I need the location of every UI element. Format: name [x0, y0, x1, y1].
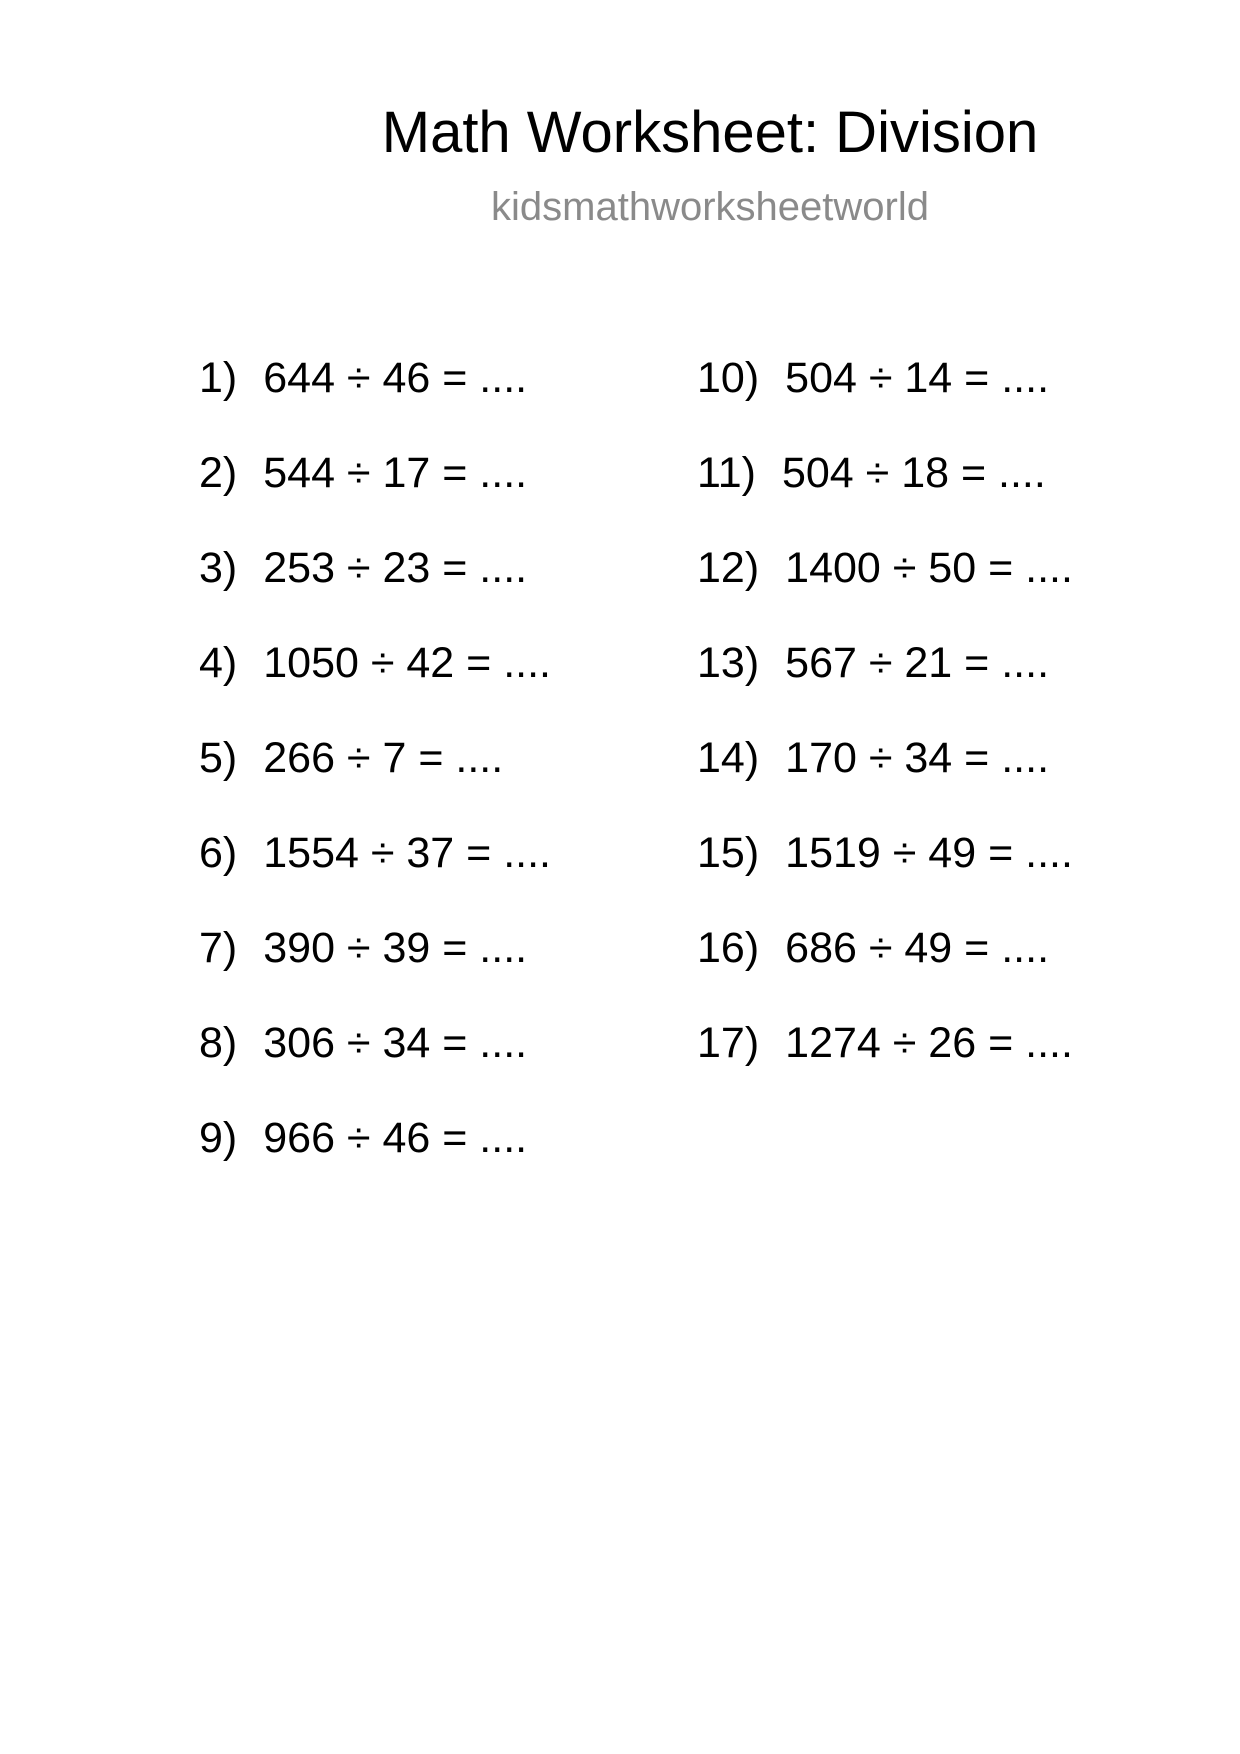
- page-subtitle: kidsmathworksheetworld: [491, 185, 929, 229]
- problem-item: [697, 447, 1073, 542]
- problem-expression: 170 ÷ 34 = ....: [785, 734, 1050, 782]
- problem-number: 7): [199, 924, 238, 972]
- problem-number: 14): [697, 734, 760, 782]
- problem-expression: 504 ÷ 18 = ....: [781, 449, 1046, 497]
- problem-number: 1): [199, 354, 238, 402]
- problem-item: [199, 447, 551, 542]
- problem-item: [199, 922, 551, 1017]
- problem-expression: 1274 ÷ 26 = ....: [785, 1019, 1073, 1067]
- problem-number: 11): [697, 449, 756, 497]
- problem-item: [697, 637, 1073, 732]
- problem-item: [697, 1017, 1073, 1112]
- problem-expression: 504 ÷ 14 = ....: [785, 354, 1050, 402]
- problem-expression: 567 ÷ 21 = ....: [785, 639, 1050, 687]
- problem-expression: 966 ÷ 46 = ....: [263, 1114, 528, 1162]
- problem-expression: 644 ÷ 46 = ....: [263, 354, 528, 402]
- problem-number: 16): [697, 924, 760, 972]
- problem-item: [697, 352, 1073, 447]
- problem-number: 17): [697, 1019, 760, 1067]
- problem-expression: 266 ÷ 7 = ....: [263, 734, 504, 782]
- problems-left-column: [199, 352, 551, 1207]
- problem-expression: 253 ÷ 23 = ....: [263, 544, 528, 592]
- problem-number: 6): [199, 829, 238, 877]
- problem-number: 13): [697, 639, 760, 687]
- problem-expression: 1400 ÷ 50 = ....: [785, 544, 1073, 592]
- problem-number: 2): [199, 449, 238, 497]
- problem-item: [199, 1112, 551, 1207]
- problem-number: 8): [199, 1019, 238, 1067]
- problem-item: [199, 1017, 551, 1112]
- problem-item: [199, 827, 551, 922]
- problem-expression: 306 ÷ 34 = ....: [263, 1019, 528, 1067]
- problem-item: [199, 637, 551, 732]
- problem-item: [697, 827, 1073, 922]
- problem-item: [199, 352, 551, 447]
- problem-number: 12): [697, 544, 760, 592]
- problem-number: 4): [199, 639, 238, 687]
- problem-expression: 1519 ÷ 49 = ....: [785, 829, 1073, 877]
- problem-number: 10): [697, 354, 760, 402]
- problem-expression: 1050 ÷ 42 = ....: [263, 639, 552, 687]
- problem-item: [199, 542, 551, 637]
- problem-expression: 390 ÷ 39 = ....: [263, 924, 528, 972]
- problem-item: [697, 922, 1073, 1017]
- problem-number: 15): [697, 829, 760, 877]
- problem-number: 3): [199, 544, 238, 592]
- problem-number: 5): [199, 734, 238, 782]
- problem-item: [697, 542, 1073, 637]
- problem-number: 9): [199, 1114, 238, 1162]
- problem-expression: 1554 ÷ 37 = ....: [263, 829, 552, 877]
- problem-item: [199, 732, 551, 827]
- problems-right-column: [697, 352, 1073, 1112]
- problem-item: [697, 732, 1073, 827]
- page-title: Math Worksheet: Division: [381, 100, 1039, 165]
- problem-expression: 544 ÷ 17 = ....: [263, 449, 528, 497]
- problem-expression: 686 ÷ 49 = ....: [785, 924, 1050, 972]
